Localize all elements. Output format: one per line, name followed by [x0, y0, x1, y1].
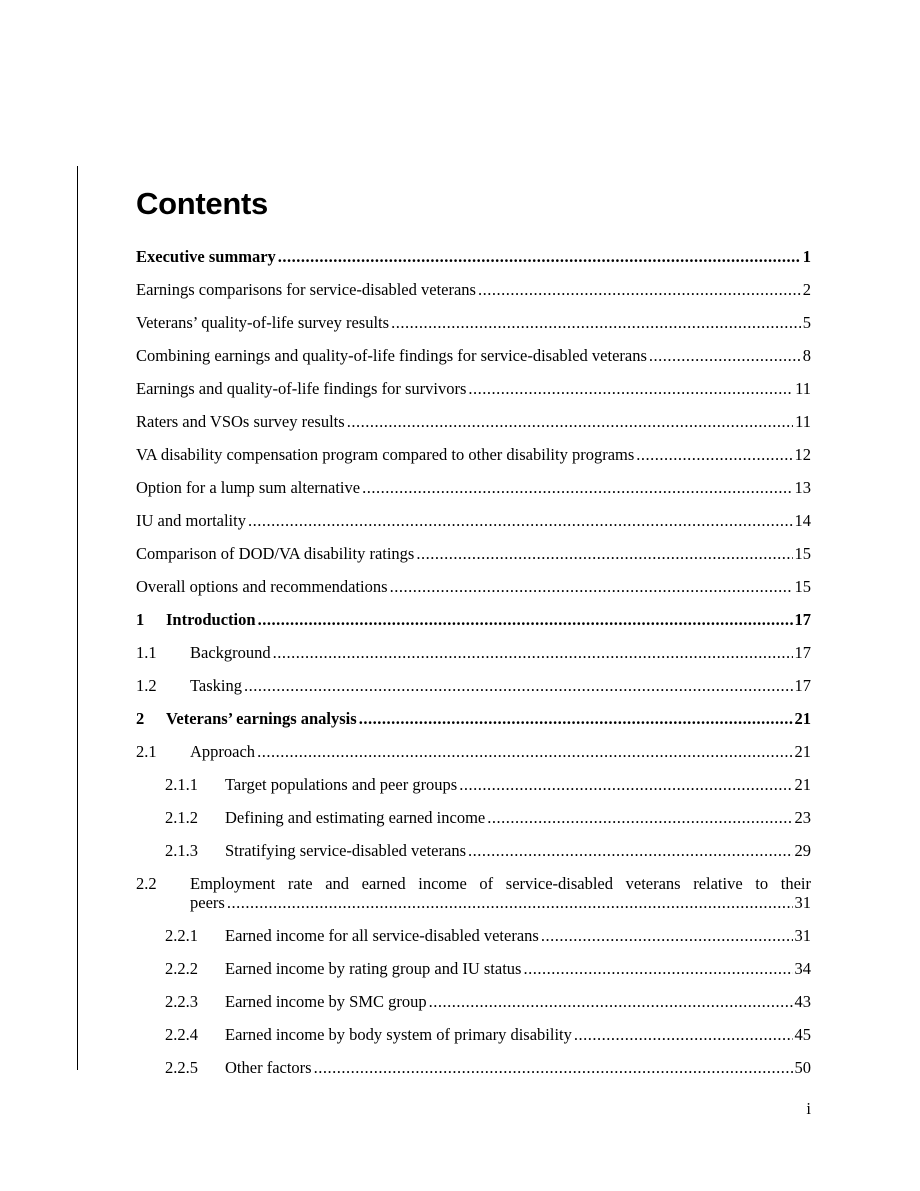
toc-entry[interactable] — [136, 874, 811, 912]
toc-leader — [273, 643, 793, 662]
toc-entry-title: Option for a lump sum alternative — [136, 478, 361, 497]
toc-entry-title: Raters and VSOs survey results — [136, 412, 345, 431]
toc-entry-page: 15 — [794, 577, 811, 596]
toc-entry-title: Defining and estimating earned income — [225, 808, 486, 827]
toc-entry-page: 17 — [794, 643, 811, 662]
toc-entry[interactable] — [136, 926, 811, 945]
toc-entry[interactable] — [136, 544, 811, 563]
toc-leader — [636, 445, 792, 464]
toc-entry-page: 5 — [802, 313, 811, 332]
toc-entry-page: 50 — [794, 1058, 811, 1077]
toc-entry-page: 21 — [794, 775, 811, 794]
toc-entry-title: Earned income for all service-disabled veterans — [225, 926, 539, 945]
toc-entry-title: Veterans’ earnings analysis — [166, 709, 357, 728]
toc-entry-number: 2.2.3 — [165, 992, 198, 1011]
toc-entry-page: 15 — [794, 544, 811, 563]
toc-leader — [468, 379, 793, 398]
toc-leader — [248, 511, 793, 530]
toc-entry-title: Background — [190, 643, 271, 662]
toc-entry[interactable] — [136, 1025, 811, 1044]
toc-leader — [244, 676, 792, 695]
toc-entry-page: 1 — [802, 247, 811, 266]
toc-entry-number: 2.2.5 — [165, 1058, 198, 1077]
toc-entry[interactable] — [136, 1058, 811, 1077]
toc-entry-title: Stratifying service-disabled veterans — [225, 841, 466, 860]
toc-entry-number: 2.2 — [136, 874, 157, 893]
toc-leader — [278, 247, 801, 266]
toc-entry[interactable] — [136, 577, 811, 596]
toc-entry-title: Approach — [190, 742, 256, 761]
toc-entry-title: Tasking — [190, 676, 243, 695]
toc-entry[interactable] — [136, 247, 811, 266]
toc-leader — [459, 775, 792, 794]
toc-entry[interactable] — [136, 379, 811, 398]
toc-entry-page: 17 — [794, 610, 811, 629]
toc-entry[interactable] — [136, 445, 811, 464]
toc-entry-page: 29 — [794, 841, 811, 860]
toc-entry-page: 12 — [794, 445, 811, 464]
toc-leader — [478, 280, 801, 299]
toc-leader — [391, 313, 801, 332]
toc-entry-page: 11 — [795, 379, 811, 398]
toc-entry-title: Earned income by SMC group — [225, 992, 427, 1011]
toc-entry-number: 2.2.1 — [165, 926, 198, 945]
toc-entry-page: 23 — [794, 808, 811, 827]
toc-entry[interactable] — [136, 346, 811, 365]
toc-entry-title: Employment rate and earned income of service-disabled veterans relative to their — [190, 874, 811, 893]
toc-leader — [258, 610, 793, 629]
toc-entry-title: Earnings and quality-of-life findings for survivors — [136, 379, 467, 398]
toc-entry-title: Combining earnings and quality-of-life findings for service-disabled veterans — [136, 346, 647, 365]
toc-entry[interactable] — [136, 313, 811, 332]
toc-leader — [468, 841, 793, 860]
toc-entry-number: 1.1 — [136, 643, 157, 662]
toc-entry-title: Comparison of DOD/VA disability ratings — [136, 544, 415, 563]
toc-entry[interactable] — [136, 511, 811, 530]
toc-entry[interactable] — [136, 676, 811, 695]
toc-entry-page: 45 — [794, 1025, 811, 1044]
toc-entry-page: 34 — [794, 959, 811, 978]
toc-entry-page: 43 — [794, 992, 811, 1011]
toc-entry-page: 13 — [794, 478, 811, 497]
toc-entry-title: Other factors — [225, 1058, 312, 1077]
toc-entry[interactable] — [136, 709, 811, 728]
toc-leader — [314, 1058, 793, 1077]
toc-entry-page: 31 — [794, 893, 811, 912]
toc-entry-page: 17 — [794, 676, 811, 695]
toc-leader — [523, 959, 792, 978]
toc-entry-page: 21 — [794, 742, 811, 761]
margin-rule — [77, 166, 78, 1070]
toc-leader — [257, 742, 792, 761]
toc-leader — [390, 577, 793, 596]
toc-entry[interactable] — [136, 742, 811, 761]
page-title: Contents — [136, 186, 268, 221]
toc-entry-title: Earned income by body system of primary disability — [225, 1025, 572, 1044]
toc-entry-number: 2.1.3 — [165, 841, 198, 860]
toc-entry[interactable] — [136, 478, 811, 497]
toc-leader — [487, 808, 792, 827]
toc-leader — [649, 346, 801, 365]
toc-entry-page: 31 — [794, 926, 811, 945]
toc-entry-title: VA disability compensation program compared to other disability programs — [136, 445, 635, 464]
toc-leader — [574, 1025, 793, 1044]
toc-entry[interactable] — [136, 959, 811, 978]
toc-entry-number: 2.2.2 — [165, 959, 198, 978]
toc-leader — [541, 926, 793, 945]
toc-entry[interactable] — [136, 775, 811, 794]
toc-leader — [227, 893, 793, 912]
toc-entry-number: 2.2.4 — [165, 1025, 198, 1044]
toc-leader — [359, 709, 793, 728]
table-of-contents — [136, 247, 811, 1091]
toc-entry-title-continued: peers — [190, 893, 225, 912]
toc-entry-title: Overall options and recommendations — [136, 577, 388, 596]
toc-entry[interactable] — [136, 280, 811, 299]
toc-entry-page: 2 — [802, 280, 811, 299]
page-number: i — [806, 1099, 811, 1118]
toc-entry-page: 11 — [795, 412, 811, 431]
toc-leader — [429, 992, 793, 1011]
toc-entry-title: Executive summary — [136, 247, 276, 266]
toc-entry-title: Introduction — [166, 610, 256, 629]
toc-entry-title: Earned income by rating group and IU status — [225, 959, 522, 978]
toc-entry-number: 2.1.1 — [165, 775, 198, 794]
toc-entry-title: Veterans’ quality-of-life survey results — [136, 313, 390, 332]
toc-entry-title: Target populations and peer groups — [225, 775, 458, 794]
toc-entry-page: 21 — [794, 709, 811, 728]
toc-entry-title: Earnings comparisons for service-disabled veterans — [136, 280, 476, 299]
toc-entry-number: 1.2 — [136, 676, 157, 695]
toc-leader — [347, 412, 793, 431]
toc-leader — [362, 478, 792, 497]
toc-entry-number: 1 — [136, 610, 145, 629]
toc-leader — [416, 544, 792, 563]
toc-entry-page: 8 — [802, 346, 811, 365]
toc-entry-page: 14 — [794, 511, 811, 530]
toc-entry-number: 2 — [136, 709, 145, 728]
toc-entry[interactable] — [136, 643, 811, 662]
toc-entry-number: 2.1.2 — [165, 808, 198, 827]
toc-entry-number: 2.1 — [136, 742, 157, 761]
toc-entry[interactable] — [136, 610, 811, 629]
toc-entry[interactable] — [136, 808, 811, 827]
toc-entry[interactable] — [136, 412, 811, 431]
toc-entry[interactable] — [136, 992, 811, 1011]
toc-entry-title: IU and mortality — [136, 511, 246, 530]
toc-entry[interactable] — [136, 841, 811, 860]
